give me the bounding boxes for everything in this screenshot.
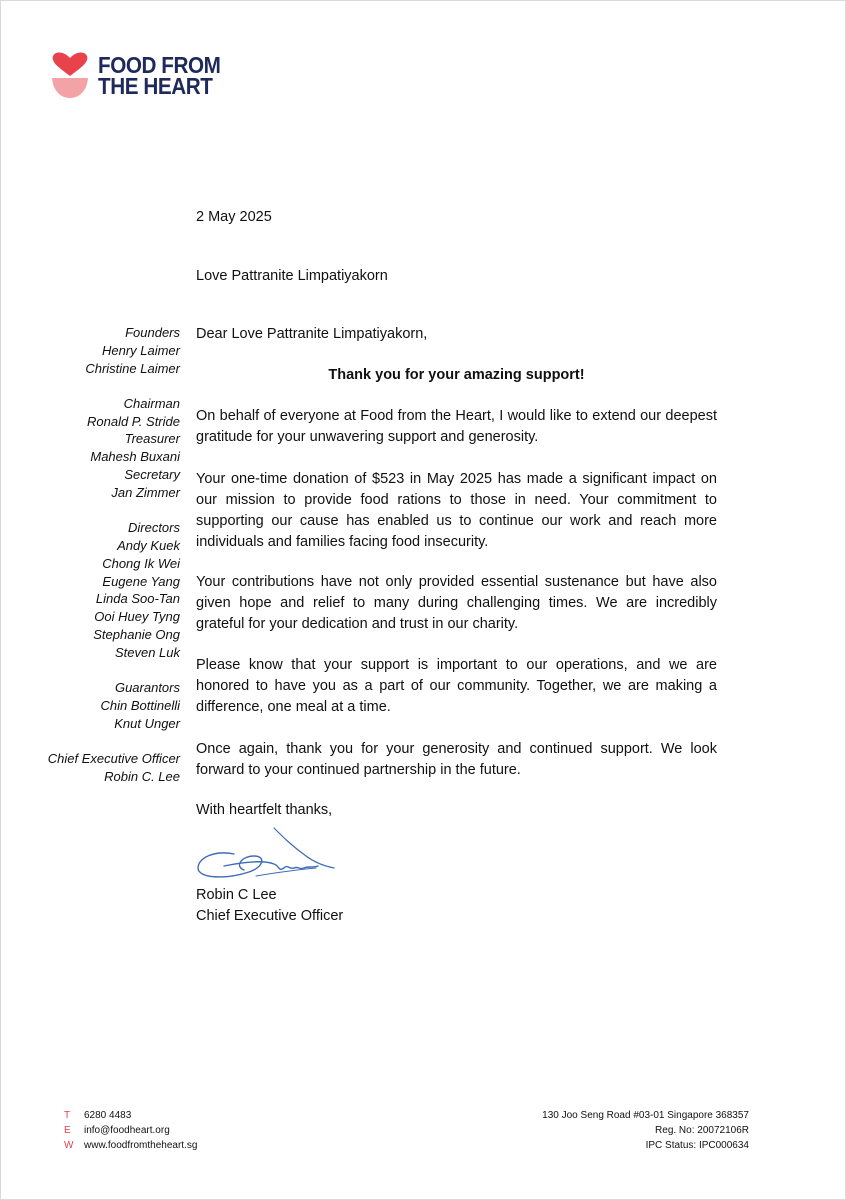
web-key: W xyxy=(64,1140,74,1151)
treasurer-heading: Treasurer xyxy=(124,431,180,447)
body-paragraph: Once again, thank you for your generosity and continued support. We look forward to your continued partnership in the future. xyxy=(196,741,717,778)
handwritten-signature xyxy=(194,826,344,889)
recipient-name: Love Pattranite Limpatiyakorn xyxy=(196,268,388,284)
founders-heading: Founders xyxy=(125,325,180,340)
footer-reg-no: Reg. No: 20072106R xyxy=(655,1125,749,1136)
phone-number: 6280 4483 xyxy=(84,1110,132,1121)
founder-name: Christine Laimer xyxy=(85,360,180,376)
footer-ipc-status: IPC Status: IPC000634 xyxy=(645,1140,749,1151)
director-name: Steven Luk xyxy=(114,644,180,660)
guarantor-name: Knut Unger xyxy=(114,715,180,731)
logo-wordmark xyxy=(98,52,221,99)
director-name: Stephanie Ong xyxy=(93,626,180,642)
director-name: Linda Soo-Tan xyxy=(95,591,180,607)
footer-web-row xyxy=(64,1138,197,1153)
letter-headline: Thank you for your amazing support! xyxy=(328,367,585,383)
director-name: Eugene Yang xyxy=(102,573,180,589)
footer-address: 130 Joo Seng Road #03-01 Singapore 368357 xyxy=(542,1110,749,1121)
ceo-heading: Chief Executive Officer xyxy=(47,750,180,766)
footer-phone-row xyxy=(64,1108,197,1123)
website-url: www.foodfromtheheart.sg xyxy=(84,1140,198,1151)
treasurer-name: Mahesh Buxani xyxy=(90,449,180,465)
chairman-name: Ronald P. Stride xyxy=(87,413,180,429)
email-key: E xyxy=(64,1125,71,1136)
letter-date: 2 May 2025 xyxy=(196,209,272,225)
directors-heading: Directors xyxy=(127,520,180,536)
email-address: info@foodheart.org xyxy=(84,1125,170,1136)
founders-group xyxy=(48,324,180,377)
body-paragraph: On behalf of everyone at Food from the Heart, I would like to extend our deepest gratitude for your unwavering support and generosity. xyxy=(196,408,717,445)
footer-email-row xyxy=(64,1123,197,1138)
logo-line-1: FOOD FROM xyxy=(98,52,221,78)
signer-name: Robin C Lee xyxy=(196,887,277,903)
closing-line: With heartfelt thanks, xyxy=(196,802,333,818)
chairman-heading: Chairman xyxy=(123,395,180,411)
founder-name: Henry Laimer xyxy=(101,342,180,358)
body-paragraph: Your contributions have not only provided essential sustenance but have also given hope and relief to many during challenging times. We are incredibly grateful for your dedication and trust in our charity. xyxy=(196,574,717,632)
board-sidebar xyxy=(48,324,180,803)
food-from-the-heart-logo xyxy=(50,52,234,100)
ceo-name: Robin C. Lee xyxy=(104,768,180,784)
director-name: Chong Ik Wei xyxy=(102,555,180,571)
phone-key: T xyxy=(64,1110,71,1121)
body-paragraph: Your one-time donation of $523 in May 2025 has made a significant impact on our mission to provide food rations to those in need. Your commitment to supporting our cause has enabled us to continue our work and reach more individuals and families facing food insecurity. xyxy=(196,471,717,550)
officers-group xyxy=(48,395,180,502)
guarantors-heading: Guarantors xyxy=(114,680,180,696)
director-name: Andy Kuek xyxy=(117,537,180,553)
secretary-name: Jan Zimmer xyxy=(111,484,180,500)
director-name: Ooi Huey Tyng xyxy=(94,609,180,625)
signer-block xyxy=(196,885,343,927)
footer-registration xyxy=(542,1108,749,1153)
guarantors-group xyxy=(48,679,180,732)
salutation: Dear Love Pattranite Limpatiyakorn, xyxy=(196,326,428,342)
directors-group xyxy=(48,519,180,661)
ceo-group xyxy=(48,750,180,786)
secretary-heading: Secretary xyxy=(124,467,180,483)
heart-bowl-icon xyxy=(50,52,90,100)
logo-line-2: THE HEART xyxy=(98,73,213,99)
guarantor-name: Chin Bottinelli xyxy=(100,697,180,713)
footer-contacts xyxy=(64,1108,197,1153)
body-paragraph: Please know that your support is important to our operations, and we are honored to have you as a part of our community. Together, we are making a difference, one meal at a time. xyxy=(196,657,717,715)
signer-title: Chief Executive Officer xyxy=(196,908,344,924)
